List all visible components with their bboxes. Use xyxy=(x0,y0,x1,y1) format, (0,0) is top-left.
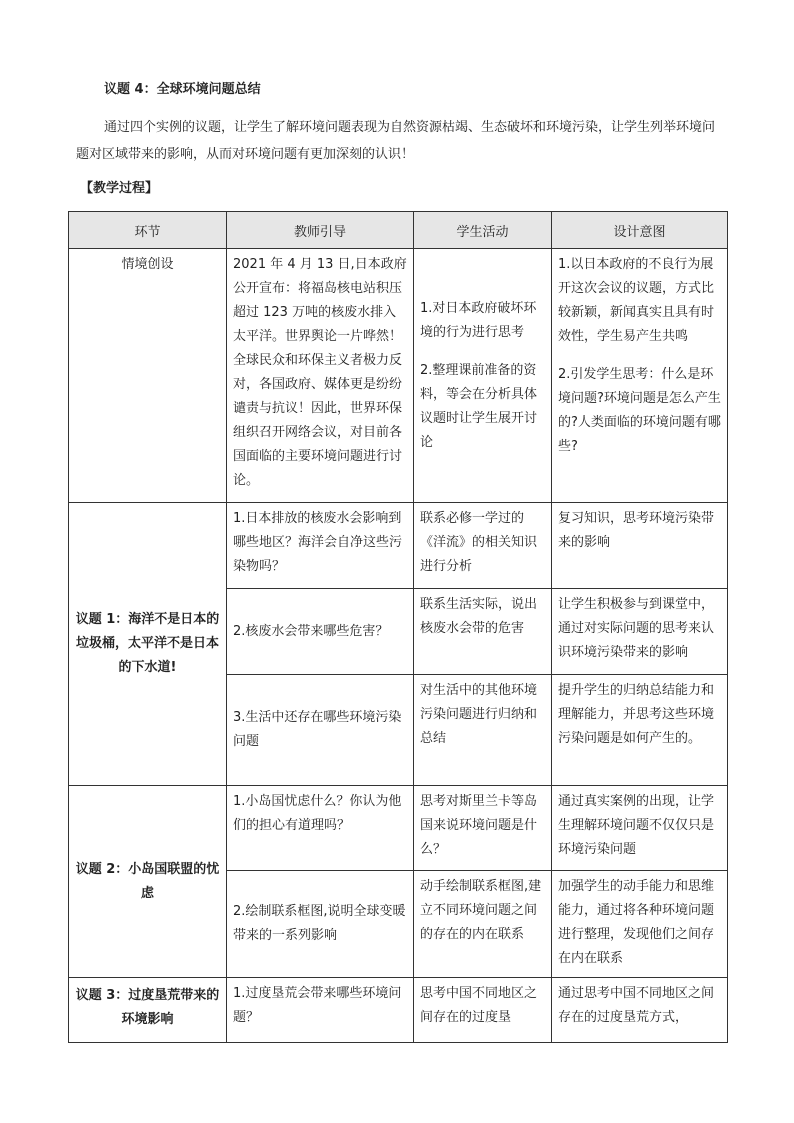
topic-4-heading: 议题 4：全球环境问题总结 xyxy=(104,82,261,97)
design-cell xyxy=(552,589,728,675)
design-cell xyxy=(552,786,728,871)
stage-topic-3: 议题 3：过度垦荒带来的环境影响 xyxy=(69,978,227,1043)
student-text: 思考中国不同地区之间存在的过度垦 xyxy=(420,986,538,1025)
teacher-cell xyxy=(227,503,414,589)
design-cell xyxy=(552,871,728,978)
header-student: 学生活动 xyxy=(414,212,552,249)
stage-topic-2: 议题 2：小岛国联盟的忧虑 xyxy=(69,786,227,978)
intro-paragraph: 通过四个实例的议题，让学生了解环境问题表现为自然资源枯竭、生态破坏和环境污染，让学生列举环境问题对区域带来的影响，从而对环境问题有更加深刻的认识！ xyxy=(76,120,716,162)
design-text: 加强学生的动手能力和思维能力，通过将各种环境问题进行整理，发现他们之间存在内在联系 xyxy=(558,879,715,966)
header-teacher: 教师引导 xyxy=(227,212,414,249)
teacher-text: 1.日本排放的核废水会影响到哪些地区？海洋会自净这些污染物吗？ xyxy=(233,511,403,574)
teacher-cell xyxy=(227,871,414,978)
teacher-cell xyxy=(227,786,414,871)
header-row xyxy=(69,212,728,249)
stage-topic-1: 议题 1：海洋不是日本的垃圾桶，太平洋不是日本的下水道! xyxy=(69,503,227,786)
teacher-text: 2.核废水会带来哪些危害？ xyxy=(233,623,389,639)
table-row xyxy=(69,978,728,1043)
student-cell xyxy=(414,675,552,786)
stage-scenario xyxy=(69,249,227,503)
design-text: 通过真实案例的出现，让学生理解环境问题不仅仅只是环境污染问题 xyxy=(558,794,715,857)
student-cell xyxy=(414,249,552,503)
student-text: 思考对斯里兰卡等岛国来说环境问题是什么？ xyxy=(420,794,538,857)
design-text: 让学生积极参与到课堂中，通过对实际问题的思考来认识环境污染带来的影响 xyxy=(558,597,715,660)
design-cell xyxy=(552,249,728,503)
student-cell xyxy=(414,871,552,978)
design-cell xyxy=(552,503,728,589)
teacher-text: 1.小岛国忧虑什么？你认为他们的担心有道理吗？ xyxy=(233,794,402,833)
student-cell xyxy=(414,978,552,1043)
student-text-1: 1.对日本政府破坏环境的行为进行思考 xyxy=(420,300,537,340)
student-cell xyxy=(414,503,552,589)
design-text: 复习知识，思考环境污染带来的影响 xyxy=(558,511,715,550)
design-cell xyxy=(552,978,728,1043)
teacher-text: 1.过度垦荒会带来哪些环境问题？ xyxy=(233,986,402,1025)
header-design: 设计意图 xyxy=(552,212,728,249)
student-text-2: 2.整理课前准备的资料，等会在分析具体议题时让学生展开讨论 xyxy=(420,362,538,450)
design-text: 通过思考中国不同地区之间存在的过度垦荒方式， xyxy=(558,986,715,1025)
stage-scenario-text: 情境创设 xyxy=(121,257,174,272)
teacher-text: 2.绘制联系框图,说明全球变暖带来的一系列影响 xyxy=(233,904,406,943)
design-text-1: 1.以日本政府的不良行为展开这次会议的议题，方式比较新颖，新闻真实且具有时效性，学生易产生共鸣 xyxy=(558,257,715,344)
teacher-cell xyxy=(227,589,414,675)
table-row-scenario xyxy=(69,249,728,503)
section-title: 【教学过程】 xyxy=(80,181,159,196)
teacher-cell xyxy=(227,675,414,786)
student-text: 联系生活实际，说出核废水会带的危害 xyxy=(420,597,538,636)
design-text-2: 2.引发学生思考：什么是环境问题?环境问题是怎么产生的?人类面临的环境问题有哪些? xyxy=(558,367,721,454)
teacher-cell xyxy=(227,249,414,503)
table-row xyxy=(69,503,728,589)
student-text: 动手绘制联系框图,建立不同环境问题之间的存在的内在联系 xyxy=(420,879,542,942)
design-cell xyxy=(552,675,728,786)
table-row xyxy=(69,786,728,871)
design-text: 提升学生的归纳总结能力和理解能力，并思考这些环境污染问题是如何产生的。 xyxy=(558,683,715,746)
student-cell xyxy=(414,589,552,675)
student-cell xyxy=(414,786,552,871)
teacher-cell xyxy=(227,978,414,1043)
teacher-text: 2021 年 4 月 13 日,日本政府公开宣布：将福岛核电站积压超过 123 万吨的核废水排入太平洋。世界舆论一片哗然！全球民众和环保主义者极力反对，各国政府、媒体更是纷纷谴责与抗议！因此，世界环保组织召开网络会议，对目前各国面临的主要环境问题进行讨论。 xyxy=(233,257,407,488)
header-stage: 环节 xyxy=(69,212,227,249)
student-text: 联系必修一学过的《洋流》的相关知识进行分析 xyxy=(420,511,538,574)
teaching-process-table xyxy=(68,211,728,1043)
teacher-text: 3.生活中还存在哪些环境污染问题 xyxy=(233,710,402,749)
student-text: 对生活中的其他环境污染问题进行归纳和总结 xyxy=(420,683,538,746)
